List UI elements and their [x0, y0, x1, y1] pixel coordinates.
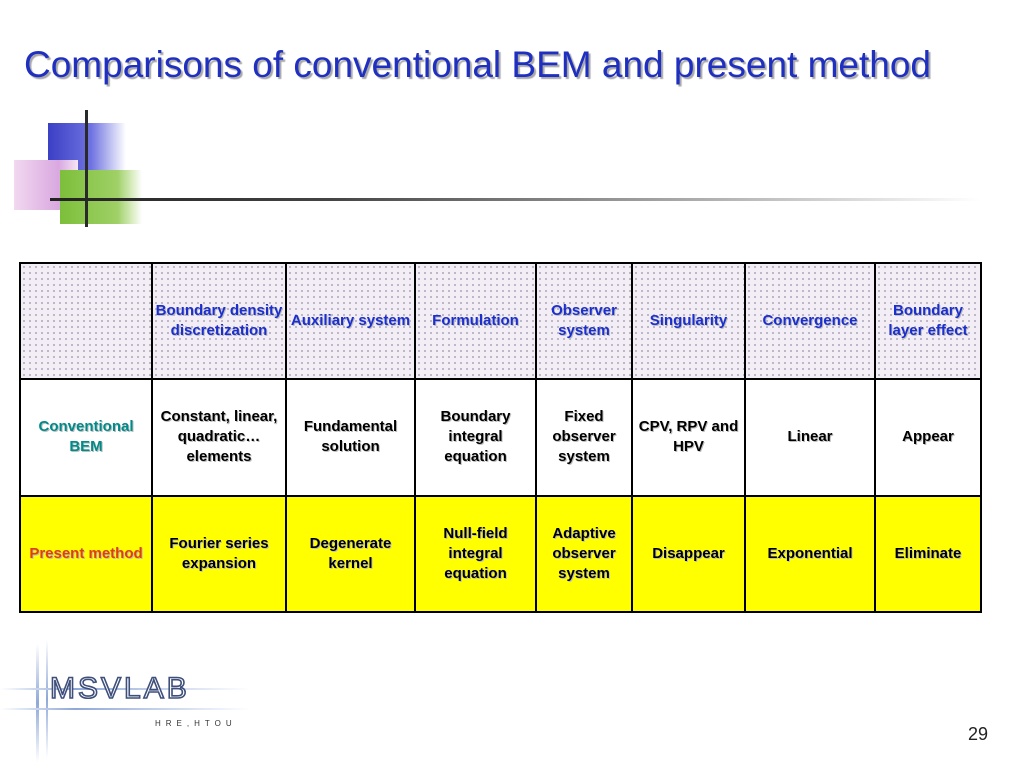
logo-subtext: HRE,HTOU	[155, 719, 237, 728]
header-cell: Singularity	[632, 263, 745, 379]
header-cell: Formulation	[415, 263, 536, 379]
table-cell: Adaptive observer system	[536, 496, 632, 612]
table-cell: Fourier series expansion	[152, 496, 286, 612]
msvlab-logo	[0, 636, 260, 766]
header-cell: Boundary layer effect	[875, 263, 981, 379]
header-corner-cell	[20, 263, 152, 379]
row-label: Present method	[20, 496, 152, 612]
decor-vertical-line	[85, 110, 88, 227]
table-cell: Appear	[875, 379, 981, 495]
header-cell: Boundary density discretization	[152, 263, 286, 379]
table-cell: Disappear	[632, 496, 745, 612]
conventional-bem-row	[20, 379, 981, 495]
present-method-row	[20, 496, 981, 612]
header-cell: Auxiliary system	[286, 263, 415, 379]
table-cell: CPV, RPV and HPV	[632, 379, 745, 495]
table-cell: Constant, linear, quadratic… elements	[152, 379, 286, 495]
table-cell: Degenerate kernel	[286, 496, 415, 612]
comparison-table	[19, 262, 982, 613]
table-cell: Fixed observer system	[536, 379, 632, 495]
header-cell: Convergence	[745, 263, 875, 379]
table-cell: Eliminate	[875, 496, 981, 612]
logo-wordmark: MSVLAB	[50, 672, 190, 705]
header-row	[20, 263, 981, 379]
table-cell: Null-field integral equation	[415, 496, 536, 612]
header-cell: Observer system	[536, 263, 632, 379]
decor-horizontal-line	[50, 198, 980, 201]
table-cell: Exponential	[745, 496, 875, 612]
slide-title: Comparisons of conventional BEM and present method	[24, 44, 932, 85]
row-label: Conventional BEM	[20, 379, 152, 495]
table-cell: Linear	[745, 379, 875, 495]
table-cell: Boundary integral equation	[415, 379, 536, 495]
decor-green-square	[60, 170, 142, 224]
table-cell: Fundamental solution	[286, 379, 415, 495]
page-number: 29	[968, 724, 989, 744]
